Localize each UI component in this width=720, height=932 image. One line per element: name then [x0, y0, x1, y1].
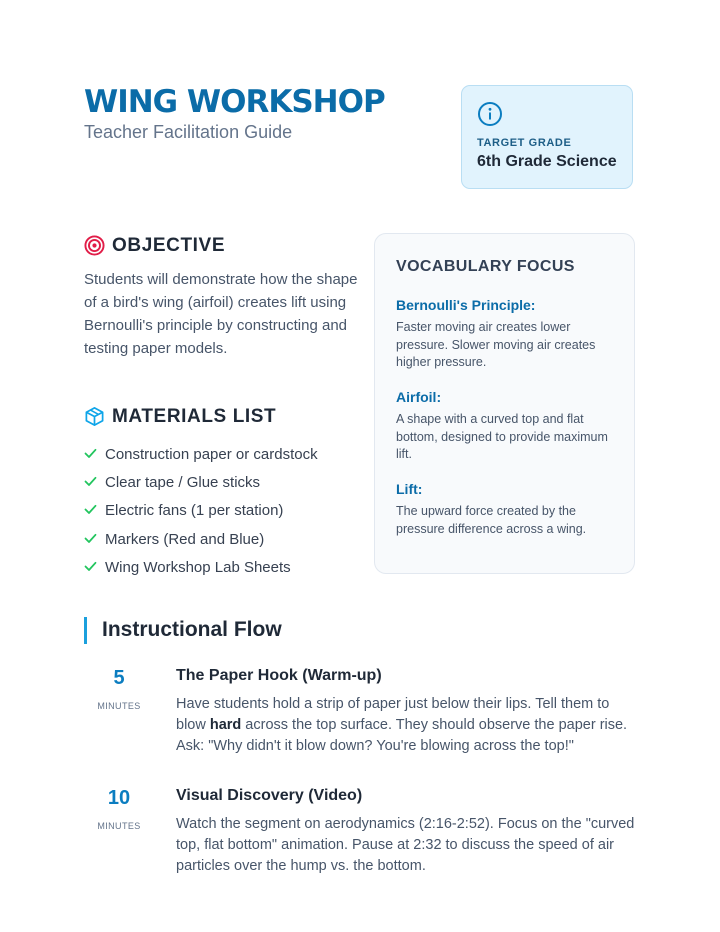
target-icon: [84, 235, 105, 261]
material-label: Electric fans (1 per station): [105, 502, 284, 520]
target-grade-card: [461, 85, 633, 189]
material-label: Construction paper or cardstock: [105, 445, 318, 463]
step-text: Have students hold a strip of paper just below their lips. Tell them to blow hard across the top surface. They should observe the paper rise. Ask: "Why didn't it blow down? You're blowing across the top!": [176, 696, 628, 754]
section-accent-bar: [84, 617, 87, 644]
check-icon: [84, 559, 105, 576]
vocab-term: Lift:: [396, 481, 423, 497]
objective-text: Students will demonstrate how the shape of a bird's wing (airfoil) creates lift using Bernoulli's principle by constructing and testing paper models.: [84, 271, 358, 357]
vocab-definition: A shape with a curved top and flat bottom, designed to provide maximum lift.: [396, 412, 608, 461]
objective-heading: OBJECTIVE: [112, 235, 226, 256]
vocabulary-heading: VOCABULARY FOCUS: [396, 258, 575, 275]
page-subtitle: Teacher Facilitation Guide: [84, 122, 293, 142]
check-icon: [84, 474, 105, 491]
vocab-definition: Faster moving air creates lower pressure. Slower moving air creates higher pressure.: [396, 320, 596, 369]
list-item: [84, 525, 318, 553]
step-minutes: 10: [107, 787, 131, 809]
list-item: [84, 440, 318, 468]
material-label: Wing Workshop Lab Sheets: [105, 558, 291, 576]
target-grade-value: 6th Grade Science: [477, 153, 617, 170]
step-title: Visual Discovery (Video): [176, 787, 363, 804]
list-item: [84, 553, 318, 581]
box-icon: [84, 406, 105, 432]
page-title: WING WORKSHOP: [84, 84, 385, 120]
material-label: Markers (Red and Blue): [105, 530, 265, 548]
flow-heading: Instructional Flow: [102, 618, 282, 641]
check-icon: [84, 502, 105, 519]
info-icon: [477, 101, 503, 132]
step-text: Watch the segment on aerodynamics (2:16-2:52). Focus on the "curved top, flat bottom" animation. Pause at 2:32 to discuss the speed of air particles over the hump vs. the bottom.: [176, 816, 635, 874]
target-grade-label: TARGET GRADE: [477, 137, 572, 149]
material-label: Clear tape / Glue sticks: [105, 473, 261, 491]
emphasis-text: hard: [209, 717, 242, 733]
vocabulary-card: [374, 233, 635, 574]
step-title: The Paper Hook (Warm-up): [176, 667, 382, 684]
list-item: [84, 497, 318, 525]
vocab-term: Bernoulli's Principle:: [396, 297, 536, 313]
step-minutes-unit: MINUTES: [97, 821, 141, 831]
materials-list: [84, 440, 318, 581]
step-minutes: 5: [113, 667, 125, 689]
list-item: [84, 468, 318, 496]
vocab-definition: The upward force created by the pressure difference across a wing.: [396, 504, 587, 536]
step-minutes-unit: MINUTES: [97, 701, 141, 711]
vocab-term: Airfoil:: [396, 389, 442, 405]
check-icon: [84, 531, 105, 548]
check-icon: [84, 446, 105, 463]
materials-heading: MATERIALS LIST: [112, 406, 277, 427]
